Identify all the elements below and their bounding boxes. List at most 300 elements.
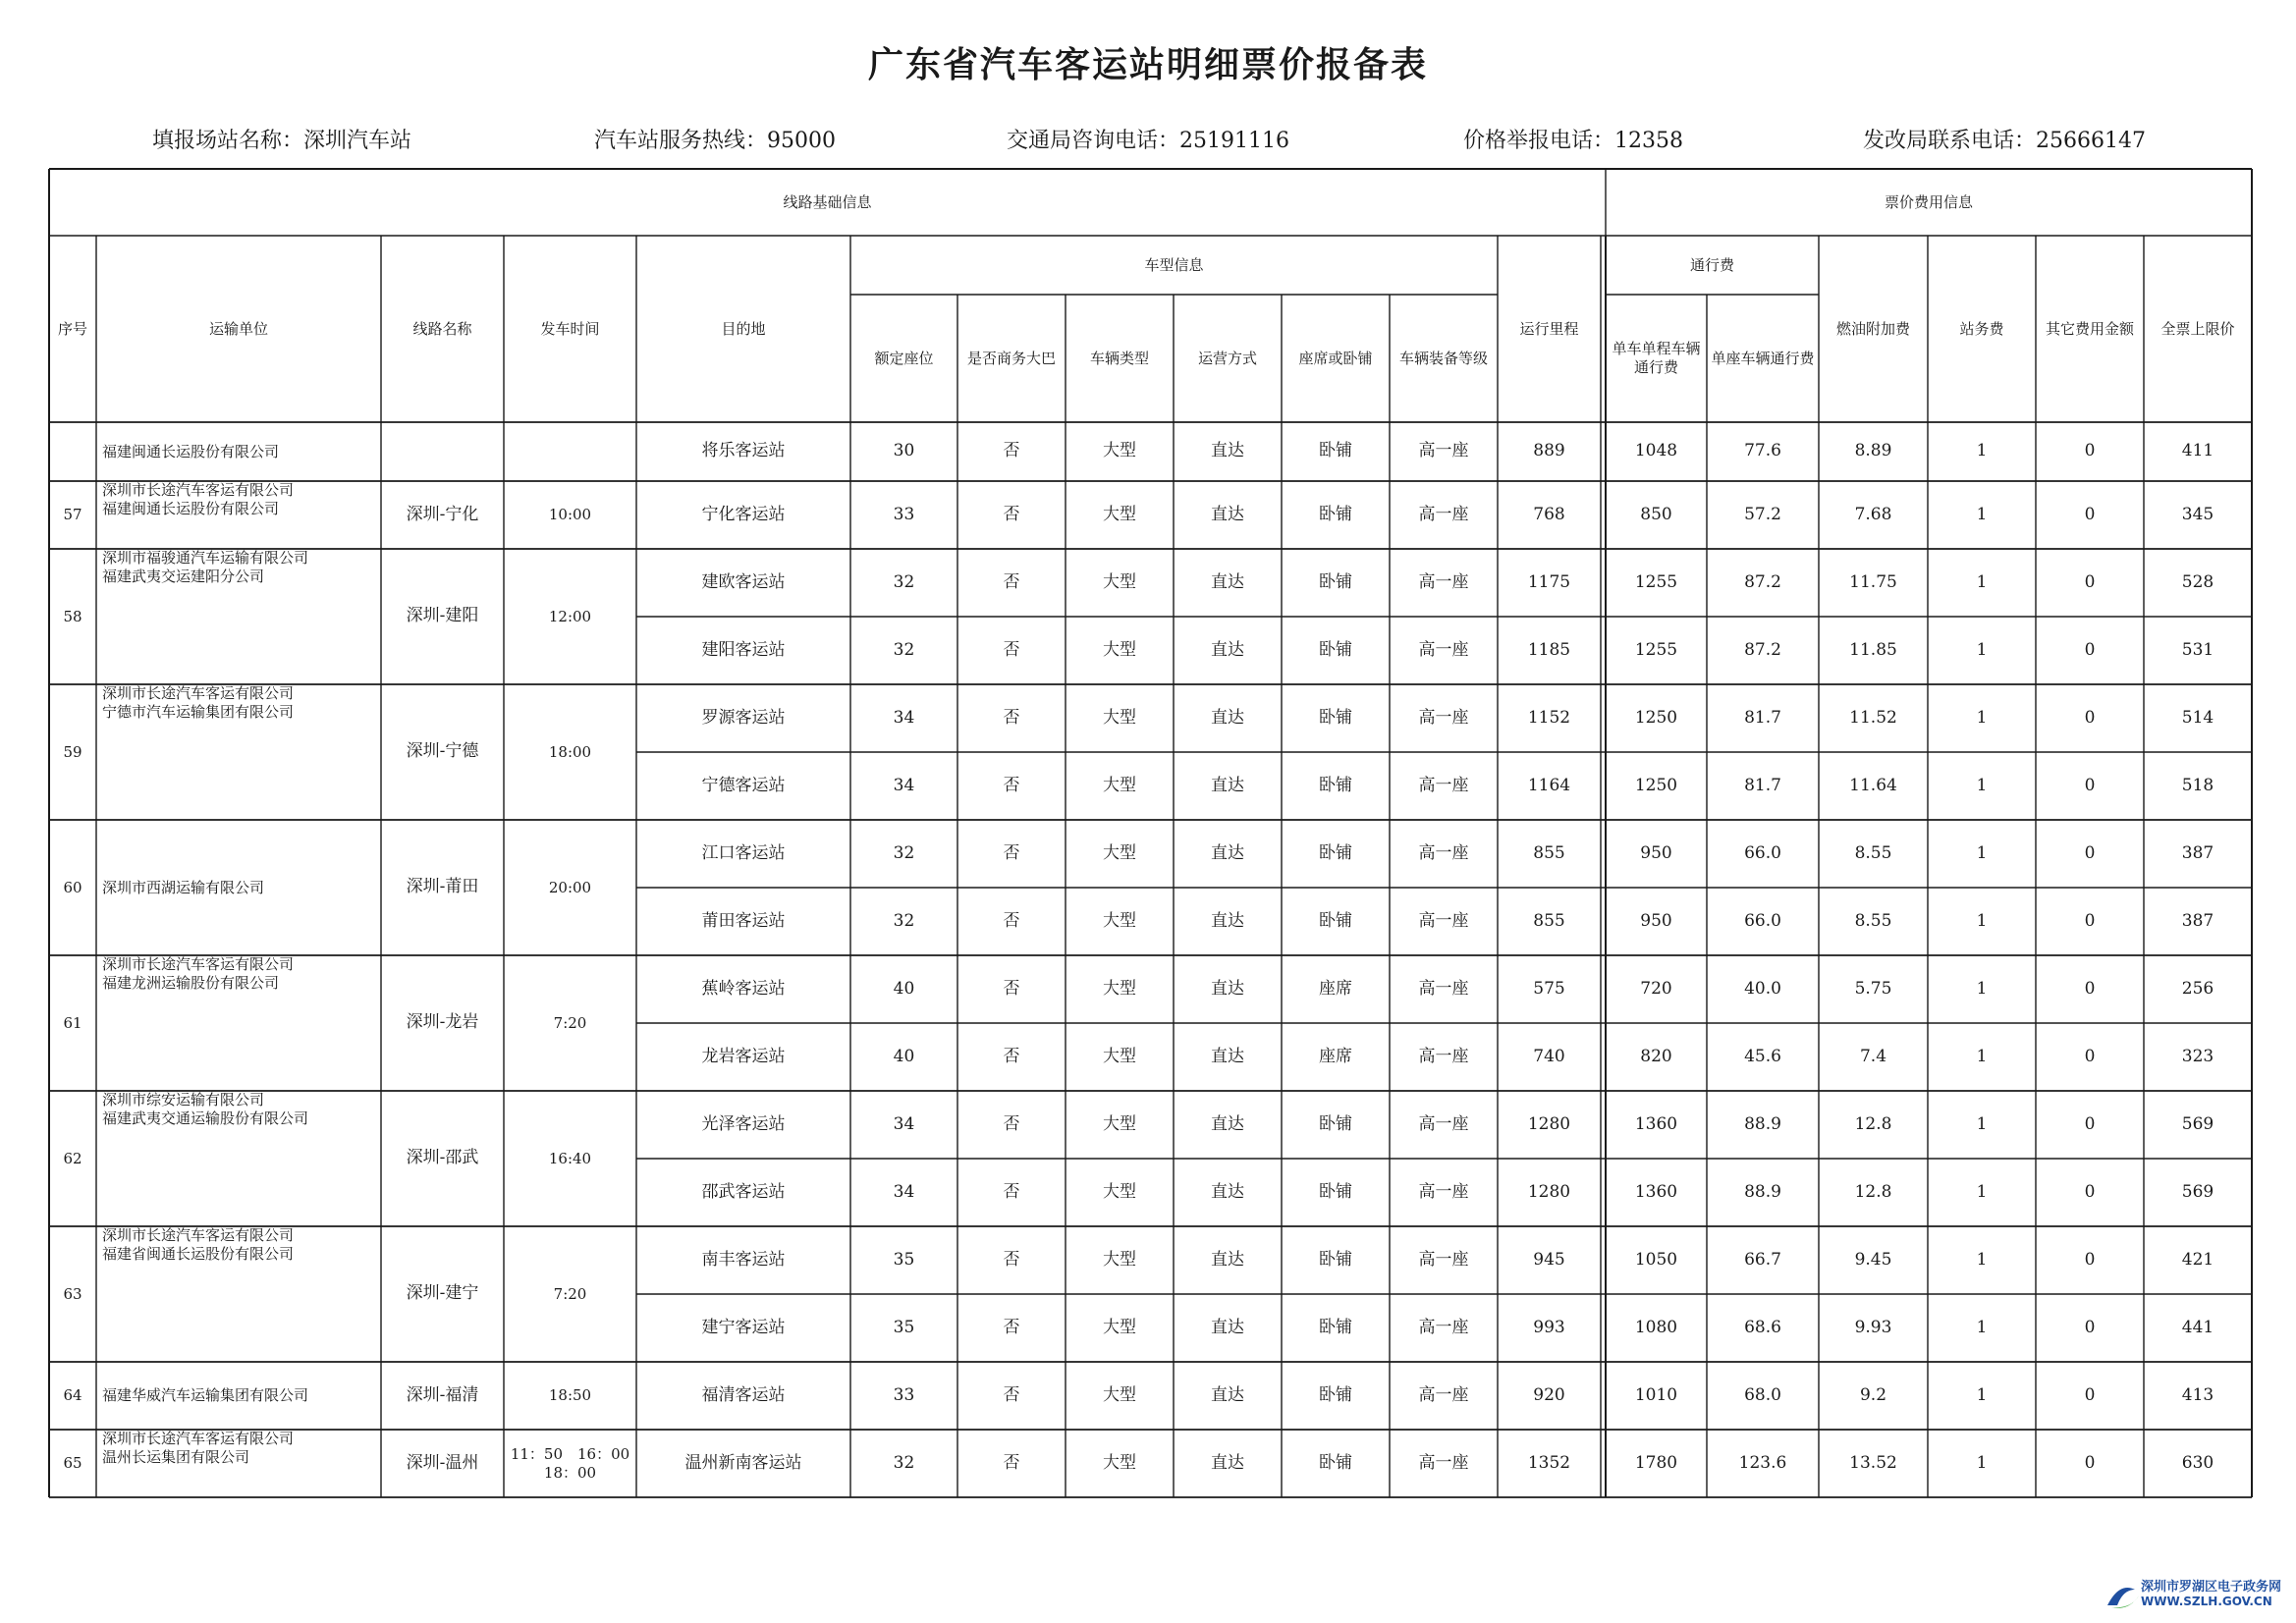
cell-seats: 33 (893, 504, 915, 524)
cell-toll_vehicle: 1360 (1634, 1113, 1678, 1134)
cell-vtype: 大型 (1103, 1317, 1136, 1337)
col-header-dest: 目的地 (721, 319, 766, 338)
cell-vtype: 大型 (1103, 707, 1136, 728)
cell-fuel: 11.85 (1849, 639, 1897, 660)
cell-mode: 直达 (1211, 842, 1244, 863)
cell-vtype: 大型 (1103, 1452, 1136, 1473)
cell-other: 0 (2084, 1113, 2096, 1134)
departure-time: 18:00 (548, 742, 592, 761)
watermark-url: WWW.SZLH.GOV.CN (2141, 1595, 2272, 1608)
cell-fuel: 5.75 (1854, 978, 1892, 999)
row-number: 60 (63, 878, 82, 896)
transport-company-line: 深圳市长途汽车客运有限公司 (102, 481, 295, 499)
cell-business: 否 (1003, 1046, 1020, 1066)
cell-toll_seat: 87.2 (1744, 639, 1781, 660)
cell-seat_sleep: 卧铺 (1319, 1317, 1352, 1337)
route-name: 深圳-温州 (406, 1452, 479, 1473)
cell-toll_vehicle: 1255 (1634, 639, 1678, 660)
cell-toll_vehicle: 1250 (1634, 775, 1678, 795)
col-header-station_fee: 站务费 (1959, 319, 2004, 338)
cell-vtype: 大型 (1103, 775, 1136, 795)
departure-time: 16:40 (548, 1149, 592, 1167)
cell-other: 0 (2084, 1384, 2096, 1405)
cell-business: 否 (1003, 910, 1020, 931)
cell-seats: 35 (893, 1249, 915, 1270)
cell-grade: 高一座 (1418, 1317, 1469, 1337)
cell-max: 441 (2181, 1317, 2214, 1337)
cell-toll_seat: 68.6 (1744, 1317, 1781, 1337)
cell-max: 569 (2181, 1113, 2214, 1134)
cell-other: 0 (2084, 775, 2096, 795)
row-number: 61 (63, 1013, 82, 1032)
cell-other: 0 (2084, 842, 2096, 863)
cell-other: 0 (2084, 1046, 2096, 1066)
col-header-mileage: 运行里程 (1519, 319, 1579, 338)
cell-seat_sleep: 卧铺 (1319, 639, 1352, 660)
cell-mode: 直达 (1211, 1452, 1244, 1473)
cell-vtype: 大型 (1103, 571, 1136, 592)
cell-dest: 宁德客运站 (701, 775, 786, 795)
cell-mode: 直达 (1211, 1046, 1244, 1066)
cell-toll_vehicle: 950 (1640, 842, 1672, 863)
cell-seat_sleep: 座席 (1319, 978, 1352, 999)
cell-station_fee: 1 (1976, 1113, 1988, 1134)
cell-other: 0 (2084, 707, 2096, 728)
col-header-toll-seat: 单座车辆通行费 (1711, 349, 1815, 367)
transport-company-line: 福建省闽通长运股份有限公司 (102, 1244, 295, 1263)
route-name: 深圳-建阳 (406, 606, 479, 626)
cell-toll_vehicle: 1080 (1634, 1317, 1678, 1337)
cell-toll_vehicle: 950 (1640, 910, 1672, 931)
cell-fuel: 8.89 (1854, 441, 1892, 461)
cell-vtype: 大型 (1103, 441, 1136, 461)
cell-business: 否 (1003, 1384, 1020, 1405)
cell-seat_sleep: 卧铺 (1319, 842, 1352, 863)
fee-info-group-header: 票价费用信息 (1884, 192, 1973, 211)
cell-toll_seat: 81.7 (1744, 707, 1781, 728)
row-number: 64 (63, 1386, 82, 1405)
cell-station_fee: 1 (1976, 910, 1988, 931)
row-number: 57 (63, 506, 82, 524)
cell-dest: 龙岩客运站 (701, 1046, 786, 1066)
cell-vtype: 大型 (1103, 1046, 1136, 1066)
cell-business: 否 (1003, 1113, 1020, 1134)
cell-station_fee: 1 (1976, 978, 1988, 999)
cell-vtype: 大型 (1103, 1113, 1136, 1134)
cell-vtype: 大型 (1103, 639, 1136, 660)
cell-grade: 高一座 (1418, 1046, 1469, 1066)
cell-station_fee: 1 (1976, 571, 1988, 592)
cell-toll_vehicle: 1048 (1634, 441, 1678, 461)
cell-mileage: 889 (1533, 441, 1565, 461)
cell-mode: 直达 (1211, 1249, 1244, 1270)
row-number (49, 422, 96, 481)
cell-toll_seat: 77.6 (1744, 441, 1781, 461)
route-name: 深圳-福清 (406, 1384, 479, 1405)
col-header-route: 线路名称 (412, 319, 472, 338)
cell-toll_seat: 81.7 (1744, 775, 1781, 795)
transport-company-line: 温州长运集团有限公司 (102, 1447, 250, 1466)
transport-company (96, 1091, 381, 1226)
cell-toll_vehicle: 1010 (1634, 1384, 1678, 1405)
cell-fuel: 7.68 (1854, 504, 1892, 524)
departure-time-line: 18：00 (543, 1463, 597, 1482)
cell-business: 否 (1003, 571, 1020, 592)
cell-toll_seat: 66.0 (1744, 910, 1781, 931)
cell-seats: 32 (893, 910, 915, 931)
cell-mileage: 855 (1533, 842, 1565, 863)
cell-mode: 直达 (1211, 707, 1244, 728)
price-report-phone: 价格举报电话：12358 (1463, 129, 1683, 153)
cell-mileage: 1280 (1527, 1113, 1571, 1134)
cell-grade: 高一座 (1418, 441, 1469, 461)
cell-business: 否 (1003, 441, 1020, 461)
cell-mode: 直达 (1211, 504, 1244, 524)
departure-time: 20:00 (548, 878, 592, 896)
cell-fuel: 7.4 (1859, 1046, 1887, 1066)
cell-dest: 建宁客运站 (701, 1317, 786, 1337)
cell-toll_seat: 123.6 (1738, 1452, 1787, 1473)
cell-seats: 34 (893, 1181, 915, 1202)
col-header-fuel: 燃油附加费 (1835, 319, 1910, 338)
cell-mileage: 1280 (1527, 1181, 1571, 1202)
transport-company-line: 深圳市长途汽车客运有限公司 (102, 1226, 295, 1244)
cell-other: 0 (2084, 571, 2096, 592)
cell-business: 否 (1003, 1181, 1020, 1202)
transport-company-line: 深圳市长途汽车客运有限公司 (102, 1430, 295, 1447)
cell-toll_seat: 40.0 (1744, 978, 1781, 999)
cell-vtype: 大型 (1103, 910, 1136, 931)
transport-company-line: 深圳市综安运输有限公司 (102, 1091, 265, 1109)
cell-business: 否 (1003, 842, 1020, 863)
cell-vtype: 大型 (1103, 1384, 1136, 1405)
cell-grade: 高一座 (1418, 910, 1469, 931)
transport-company-line: 福建龙洲运输股份有限公司 (102, 973, 280, 992)
cell-station_fee: 1 (1976, 639, 1988, 660)
cell-station_fee: 1 (1976, 504, 1988, 524)
cell-mode: 直达 (1211, 639, 1244, 660)
col-header-other: 其它费用金额 (2045, 319, 2134, 338)
cell-mileage: 1185 (1527, 639, 1571, 660)
cell-dest: 建阳客运站 (701, 639, 786, 660)
transport-company (96, 1430, 381, 1497)
cell-seat_sleep: 卧铺 (1319, 1384, 1352, 1405)
departure-time (504, 1430, 636, 1497)
col-header-max: 全票上限价 (2160, 319, 2235, 338)
cell-grade: 高一座 (1418, 1384, 1469, 1405)
cell-dest: 江口客运站 (701, 842, 786, 863)
cell-fuel: 12.8 (1854, 1113, 1892, 1134)
cell-max: 518 (2181, 775, 2214, 795)
cell-seat_sleep: 卧铺 (1319, 707, 1352, 728)
cell-toll_seat: 87.2 (1744, 571, 1781, 592)
departure-time: 7:20 (553, 1284, 587, 1303)
cell-max: 387 (2181, 910, 2214, 931)
cell-seat_sleep: 卧铺 (1319, 1113, 1352, 1134)
cell-other: 0 (2084, 1181, 2096, 1202)
cell-mode: 直达 (1211, 978, 1244, 999)
cell-business: 否 (1003, 707, 1020, 728)
cell-toll_seat: 68.0 (1744, 1384, 1781, 1405)
cell-station_fee: 1 (1976, 1046, 1988, 1066)
cell-business: 否 (1003, 504, 1020, 524)
route-info-group-header: 线路基础信息 (783, 192, 872, 211)
transport-company-line: 深圳市长途汽车客运有限公司 (102, 955, 295, 973)
cell-fuel: 11.75 (1849, 571, 1897, 592)
cell-dest: 邵武客运站 (701, 1181, 786, 1202)
row-number: 59 (63, 742, 82, 761)
transport-company-line: 宁德市汽车运输集团有限公司 (102, 702, 295, 721)
cell-seats: 34 (893, 707, 915, 728)
cell-seat_sleep: 卧铺 (1319, 441, 1352, 461)
departure-time (504, 422, 636, 481)
cell-toll_seat: 88.9 (1744, 1113, 1781, 1134)
cell-seats: 32 (893, 571, 915, 592)
cell-business: 否 (1003, 639, 1020, 660)
cell-mileage: 945 (1533, 1249, 1565, 1270)
cell-seat_sleep: 卧铺 (1319, 775, 1352, 795)
cell-mode: 直达 (1211, 1181, 1244, 1202)
watermark-name: 深圳市罗湖区电子政务网 (2141, 1580, 2282, 1595)
cell-station_fee: 1 (1976, 441, 1988, 461)
cell-max: 413 (2181, 1384, 2214, 1405)
cell-station_fee: 1 (1976, 1181, 1988, 1202)
cell-vtype: 大型 (1103, 1249, 1136, 1270)
cell-seats: 32 (893, 1452, 915, 1473)
transport-company-line: 福建闽通长运股份有限公司 (102, 499, 280, 517)
cell-dest: 建欧客运站 (701, 571, 786, 592)
cell-mode: 直达 (1211, 571, 1244, 592)
cell-max: 630 (2181, 1452, 2214, 1473)
cell-vtype: 大型 (1103, 978, 1136, 999)
transport-company (96, 955, 381, 1091)
service-hotline: 汽车站服务热线：95000 (594, 129, 836, 153)
cell-mileage: 855 (1533, 910, 1565, 931)
cell-toll_seat: 45.6 (1744, 1046, 1781, 1066)
cell-grade: 高一座 (1418, 1181, 1469, 1202)
cell-seats: 35 (893, 1317, 915, 1337)
route-name: 深圳-宁化 (406, 504, 479, 524)
row-number: 62 (63, 1149, 82, 1167)
col-header-seat_sleep: 座席或卧铺 (1298, 349, 1373, 367)
cell-business: 否 (1003, 1317, 1020, 1337)
cell-toll_seat: 66.7 (1744, 1249, 1781, 1270)
cell-seat_sleep: 座席 (1319, 1046, 1352, 1066)
cell-business: 否 (1003, 978, 1020, 999)
cell-grade: 高一座 (1418, 639, 1469, 660)
cell-toll_vehicle: 1360 (1634, 1181, 1678, 1202)
cell-fuel: 8.55 (1854, 910, 1892, 931)
departure-time: 7:20 (553, 1013, 587, 1032)
transport-company-line: 福建武夷交通运输股份有限公司 (102, 1109, 309, 1127)
route-name: 深圳-邵武 (406, 1148, 479, 1168)
cell-toll_vehicle: 850 (1640, 504, 1672, 524)
cell-toll_seat: 66.0 (1744, 842, 1781, 863)
cell-seat_sleep: 卧铺 (1319, 1181, 1352, 1202)
departure-time-line: 11：50 16：00 (510, 1444, 630, 1463)
transport-bureau-phone: 交通局咨询电话：25191116 (1007, 129, 1289, 153)
departure-time: 12:00 (548, 607, 592, 625)
cell-other: 0 (2084, 639, 2096, 660)
transport-company (96, 549, 381, 684)
cell-station_fee: 1 (1976, 775, 1988, 795)
cell-dest: 南丰客运站 (701, 1249, 786, 1270)
cell-max: 345 (2181, 504, 2214, 524)
cell-toll_vehicle: 1780 (1634, 1452, 1678, 1473)
cell-business: 否 (1003, 1452, 1020, 1473)
cell-toll_seat: 88.9 (1744, 1181, 1781, 1202)
reform-bureau-phone: 发改局联系电话：25666147 (1863, 129, 2146, 153)
cell-seats: 30 (893, 441, 915, 461)
row-number: 58 (63, 607, 82, 625)
cell-toll_vehicle: 720 (1640, 978, 1672, 999)
route-name (381, 422, 504, 481)
cell-seats: 32 (893, 842, 915, 863)
cell-dest: 福清客运站 (701, 1384, 786, 1405)
cell-business: 否 (1003, 775, 1020, 795)
cell-grade: 高一座 (1418, 775, 1469, 795)
cell-seats: 40 (893, 978, 915, 999)
cell-fuel: 9.93 (1854, 1317, 1892, 1337)
cell-toll_vehicle: 1050 (1634, 1249, 1678, 1270)
cell-fuel: 11.52 (1849, 707, 1897, 728)
transport-company: 福建华威汽车运输集团有限公司 (102, 1386, 309, 1405)
col-header-mode: 运营方式 (1197, 349, 1257, 367)
cell-toll_vehicle: 1255 (1634, 571, 1678, 592)
cell-toll_seat: 57.2 (1744, 504, 1781, 524)
cell-dest: 蕉岭客运站 (701, 978, 786, 999)
cell-mode: 直达 (1211, 1113, 1244, 1134)
departure-time: 18:50 (548, 1386, 592, 1405)
cell-mode: 直达 (1211, 441, 1244, 461)
cell-fuel: 12.8 (1854, 1181, 1892, 1202)
cell-other: 0 (2084, 910, 2096, 931)
cell-seats: 40 (893, 1046, 915, 1066)
transport-company (96, 684, 381, 820)
cell-fuel: 9.2 (1859, 1384, 1887, 1405)
cell-vtype: 大型 (1103, 1181, 1136, 1202)
departure-time: 10:00 (548, 506, 592, 524)
transport-company: 深圳市西湖运输有限公司 (102, 878, 265, 896)
cell-vtype: 大型 (1103, 842, 1136, 863)
cell-station_fee: 1 (1976, 1317, 1988, 1337)
cell-dest: 罗源客运站 (701, 707, 786, 728)
cell-other: 0 (2084, 1317, 2096, 1337)
transport-company: 福建闽通长运股份有限公司 (102, 442, 280, 460)
route-name: 深圳-建宁 (406, 1283, 479, 1304)
cell-max: 387 (2181, 842, 2214, 863)
cell-grade: 高一座 (1418, 1452, 1469, 1473)
cell-mileage: 575 (1533, 978, 1565, 999)
cell-dest: 将乐客运站 (701, 441, 786, 461)
cell-max: 531 (2181, 639, 2214, 660)
col-header-seats: 额定座位 (874, 349, 934, 367)
cell-grade: 高一座 (1418, 571, 1469, 592)
cell-dest: 莆田客运站 (701, 910, 786, 931)
cell-mileage: 1164 (1527, 775, 1571, 795)
cell-other: 0 (2084, 978, 2096, 999)
cell-mileage: 1152 (1527, 707, 1571, 728)
cell-mileage: 768 (1533, 504, 1565, 524)
cell-mileage: 740 (1533, 1046, 1565, 1066)
cell-station_fee: 1 (1976, 1249, 1988, 1270)
cell-mileage: 920 (1533, 1384, 1565, 1405)
cell-toll_vehicle: 820 (1640, 1046, 1672, 1066)
cell-vtype: 大型 (1103, 504, 1136, 524)
col-header-depart: 发车时间 (540, 319, 600, 338)
cell-station_fee: 1 (1976, 842, 1988, 863)
cell-seats: 33 (893, 1384, 915, 1405)
col-header-company: 运输单位 (208, 319, 268, 338)
row-number: 63 (63, 1284, 82, 1303)
cell-fuel: 8.55 (1854, 842, 1892, 863)
transport-company-line: 福建武夷交运建阳分公司 (102, 567, 265, 585)
cell-seat_sleep: 卧铺 (1319, 910, 1352, 931)
toll-group-header: 通行费 (1689, 255, 1734, 274)
col-header-grade: 车辆装备等级 (1398, 349, 1488, 367)
cell-max: 528 (2181, 571, 2214, 592)
cell-grade: 高一座 (1418, 978, 1469, 999)
cell-max: 256 (2181, 978, 2214, 999)
cell-other: 0 (2084, 1249, 2096, 1270)
transport-company (96, 481, 381, 549)
cell-seat_sleep: 卧铺 (1319, 1249, 1352, 1270)
cell-max: 514 (2181, 707, 2214, 728)
transport-company-line: 深圳市长途汽车客运有限公司 (102, 684, 295, 702)
cell-mileage: 993 (1533, 1317, 1565, 1337)
cell-fuel: 9.45 (1854, 1249, 1892, 1270)
cell-mode: 直达 (1211, 1317, 1244, 1337)
cell-other: 0 (2084, 1452, 2096, 1473)
cell-dest: 温州新南客运站 (684, 1452, 802, 1473)
cell-seats: 34 (893, 775, 915, 795)
route-name: 深圳-宁德 (406, 741, 479, 762)
col-header-toll-vehicle: 单车单程车辆通行费 (1612, 340, 1701, 376)
cell-grade: 高一座 (1418, 504, 1469, 524)
cell-seats: 32 (893, 639, 915, 660)
cell-max: 411 (2181, 441, 2214, 461)
page-title: 广东省汽车客运站明细票价报备表 (867, 44, 1428, 85)
route-name: 深圳-莆田 (406, 877, 479, 897)
cell-max: 569 (2181, 1181, 2214, 1202)
cell-other: 0 (2084, 504, 2096, 524)
route-name: 深圳-龙岩 (406, 1012, 479, 1033)
cell-seats: 34 (893, 1113, 915, 1134)
cell-business: 否 (1003, 1249, 1020, 1270)
col-header-business: 是否商务大巴 (966, 349, 1056, 367)
cell-fuel: 13.52 (1849, 1452, 1897, 1473)
col-header-vtype: 车辆类型 (1089, 349, 1149, 367)
cell-toll_vehicle: 1250 (1634, 707, 1678, 728)
transport-company (96, 1226, 381, 1362)
cell-seat_sleep: 卧铺 (1319, 1452, 1352, 1473)
col-header-no: 序号 (57, 319, 87, 338)
cell-seat_sleep: 卧铺 (1319, 504, 1352, 524)
cell-mode: 直达 (1211, 1384, 1244, 1405)
cell-grade: 高一座 (1418, 842, 1469, 863)
cell-max: 323 (2181, 1046, 2214, 1066)
cell-max: 421 (2181, 1249, 2214, 1270)
station-name: 填报场站名称：深圳汽车站 (152, 129, 412, 153)
cell-grade: 高一座 (1418, 1113, 1469, 1134)
cell-station_fee: 1 (1976, 1452, 1988, 1473)
cell-grade: 高一座 (1418, 707, 1469, 728)
cell-dest: 光泽客运站 (701, 1113, 786, 1134)
row-number: 65 (63, 1454, 82, 1473)
cell-dest: 宁化客运站 (701, 504, 786, 524)
cell-other: 0 (2084, 441, 2096, 461)
cell-mode: 直达 (1211, 775, 1244, 795)
